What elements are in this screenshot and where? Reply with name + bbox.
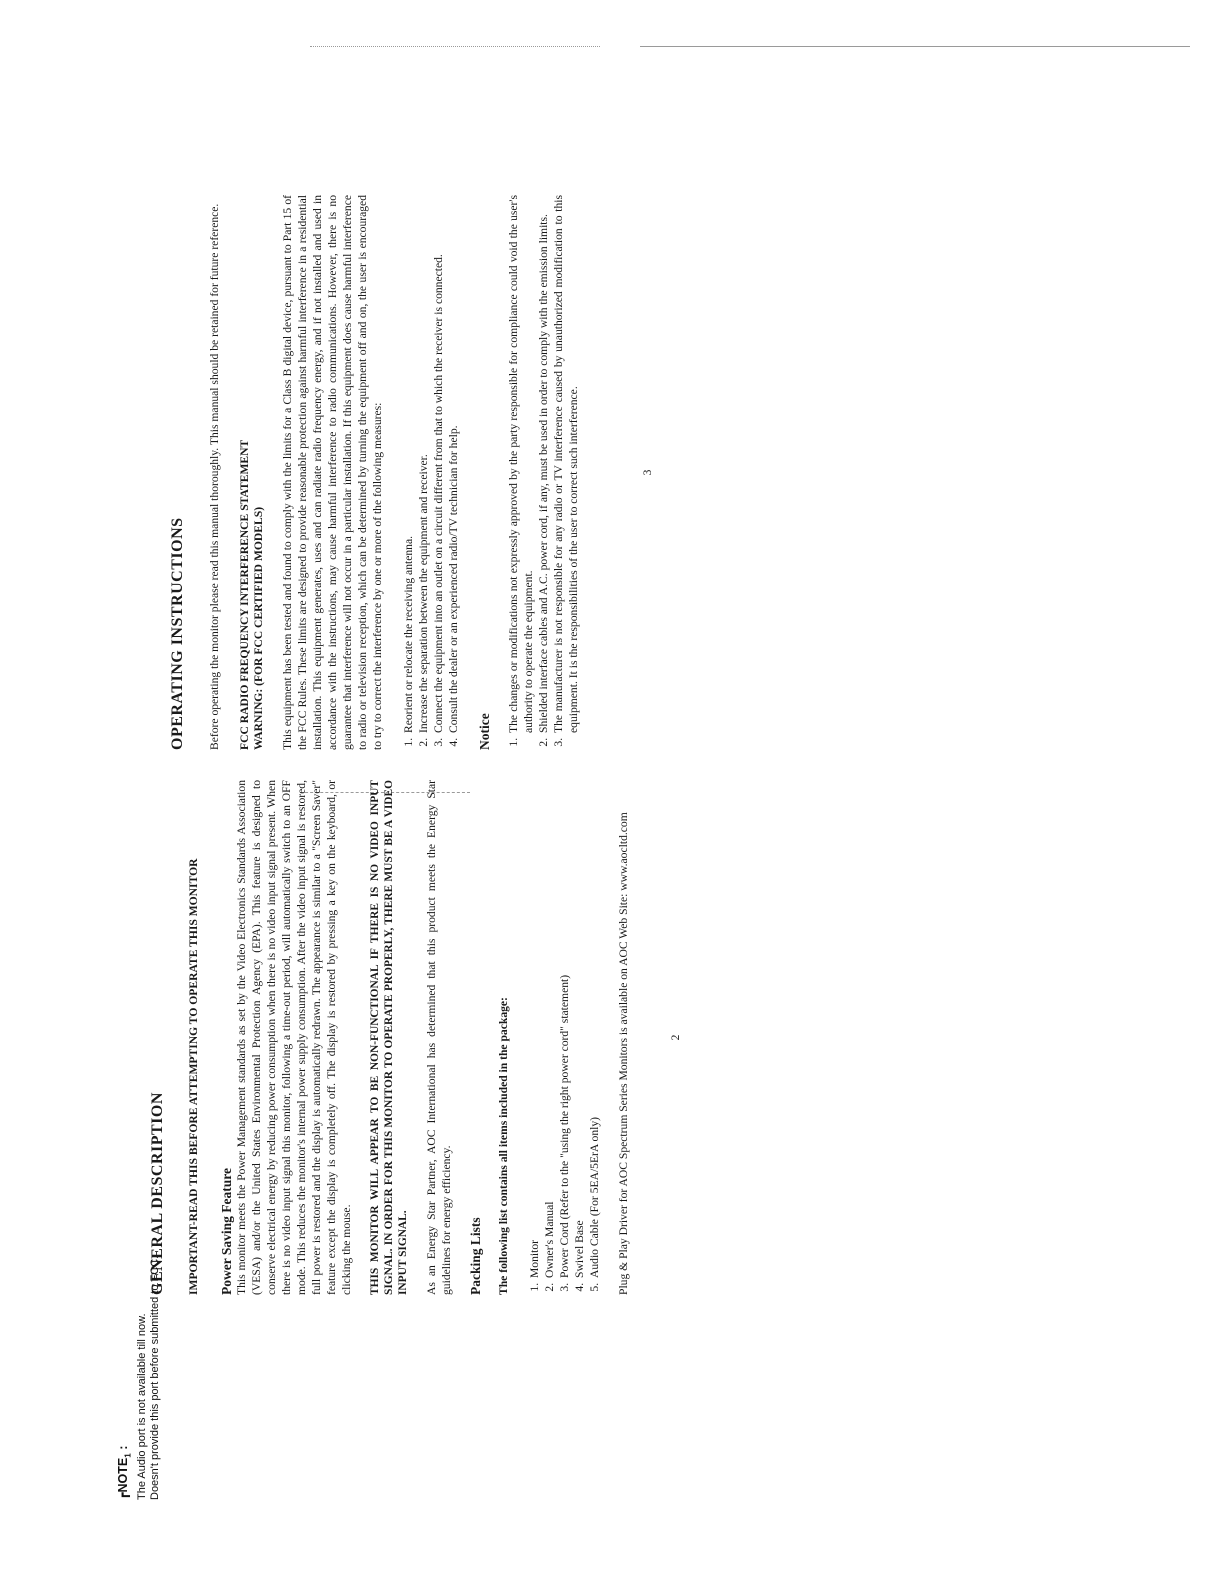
notice-heading: Notice xyxy=(477,713,492,750)
notice-item: 2. Shielded interface cables and A.C. power cord, if any, must be used in order to comply with the emission limits. xyxy=(536,195,551,735)
audio-port-note xyxy=(116,1200,162,1500)
power-saving-heading: Power Saving Feature xyxy=(219,1168,234,1295)
page-number-left: 2 xyxy=(670,1034,682,1041)
page-number-right: 3 xyxy=(642,469,654,476)
packing-list xyxy=(527,780,602,1295)
general-description-title: GENERAL DESCRIPTION xyxy=(149,1092,166,1295)
packing-item: 1. Monitor xyxy=(527,780,542,1280)
packing-item: 3. Power Cord (Refer to the "using the right power cord" statement) xyxy=(557,780,572,1280)
no-signal-warning: THIS MONITOR WILL APPEAR TO BE NON-FUNCTIONAL IF THERE IS NO VIDEO INPUT SIGNAL. IN ORDER FOR THIS MONITOR TO OPERATE PROPERLY, THERE MUST BE A VIDEO INPUT SIGNAL. xyxy=(369,780,409,1295)
packing-intro: The following list contains all items included in the package: xyxy=(497,997,510,1295)
note-corner-mark: ┏ xyxy=(116,1492,130,1500)
packing-item: 5. Audio Cable (For 5EA/5ErA only) xyxy=(587,780,602,1280)
notice-list xyxy=(506,195,581,750)
scan-artifact-top-right xyxy=(640,46,1190,47)
plug-and-play-driver-note: Plug & Play Driver for AOC Spectrum Series Monitors is available on AOC Web Site: www.aocltd.com xyxy=(617,812,630,1295)
notice-item: 1. The changes or modifications not expressly approved by the party responsible for compliance could void the user's authority to operate the equipment. xyxy=(506,195,536,735)
note-line-1: The Audio port is not available till now. xyxy=(135,1313,148,1500)
measure-item: 2. Increase the separation between the equipment and receiver. xyxy=(416,195,431,735)
packing-item: 2. Owner's Manual xyxy=(542,780,557,1280)
packing-item: 4. Swivel Base xyxy=(572,780,587,1280)
measure-item: 1. Reorient or relocate the receiving antenna. xyxy=(401,195,416,735)
note-title: $┏NOTE_1$ : xyxy=(116,1445,133,1500)
right-page xyxy=(170,195,656,750)
left-page xyxy=(150,780,684,1295)
operating-instructions-title: OPERATING INSTRUCTIONS xyxy=(169,517,186,750)
notice-item: 3. The manufacturer is not responsible for any radio or TV interference caused by unauthorized modification to this equipment. It is the responsibilities of the user to correct such interference. xyxy=(551,195,581,735)
power-saving-body: This monitor meets the Power Management standards as set by the Video Electronics Standards Association (VESA) and/or the United States Environmental Protection Agency (EPA). This feature is designed to conserve electrical energy by reducing power consumption when there is no video input signal present. When there is no video input signal this monitor, following a time-out period, will automatically switch to an OFF mode. This reduces the monitor's internal power supply consumption. After the video input signal is restored, full power is restored and the display is automatically redrawn. The appearance is similar to a "Screen Saver" feature except the display is completely off. The display is restored by pressing a key on the keyboard, or clicking the mouse. xyxy=(235,780,353,1295)
interference-measures-list xyxy=(401,195,461,750)
scan-artifact-top xyxy=(310,46,600,47)
note-line-2: Doesn't provide this port before submitted to FCC. xyxy=(148,1255,161,1500)
energy-star-statement: As an Energy Star Partner, AOC International has determined that this product meets the Energy Star guidelines for energy efficiency. xyxy=(425,780,453,1295)
packing-lists-heading: Packing Lists xyxy=(468,1217,483,1295)
operating-intro: Before operating the monitor please read this manual thoroughly. This manual should be retained for future reference. xyxy=(208,203,221,750)
fcc-heading: FCC RADIO FREQUENCY INTERFERENCE STATEMENT WARNING: (FOR FCC CERTIFIED MODELS) xyxy=(238,439,265,750)
fcc-statement-body: This equipment has been tested and found to comply with the limits for a Class B digital device, pursuant to Part 15 of the FCC Rules. These limits are designed to provide reasonable protection against harmful interference in a residential installation. This equipment generates, uses and can radiate radio frequency energy, and if not installed and used in accordance with the instructions, may cause harmful interference to radio communications. However, there is no guarantee that interference will not occur in a particular installation. If this equipment does cause harmful interference to radio or television reception, which can be determined by turning the equipment off and on, the user is encouraged to try to correct the interference by one or more of the following measures: xyxy=(281,195,384,750)
measure-item: 4. Consult the dealer or an experienced radio/TV technician for help. xyxy=(446,195,461,735)
measure-item: 3. Connect the equipment into an outlet on a circuit different from that to which the receiver is connected. xyxy=(431,195,446,735)
important-notice: IMPORTANT-READ THIS BEFORE ATTEMPTING TO OPERATE THIS MONITOR xyxy=(187,858,200,1295)
